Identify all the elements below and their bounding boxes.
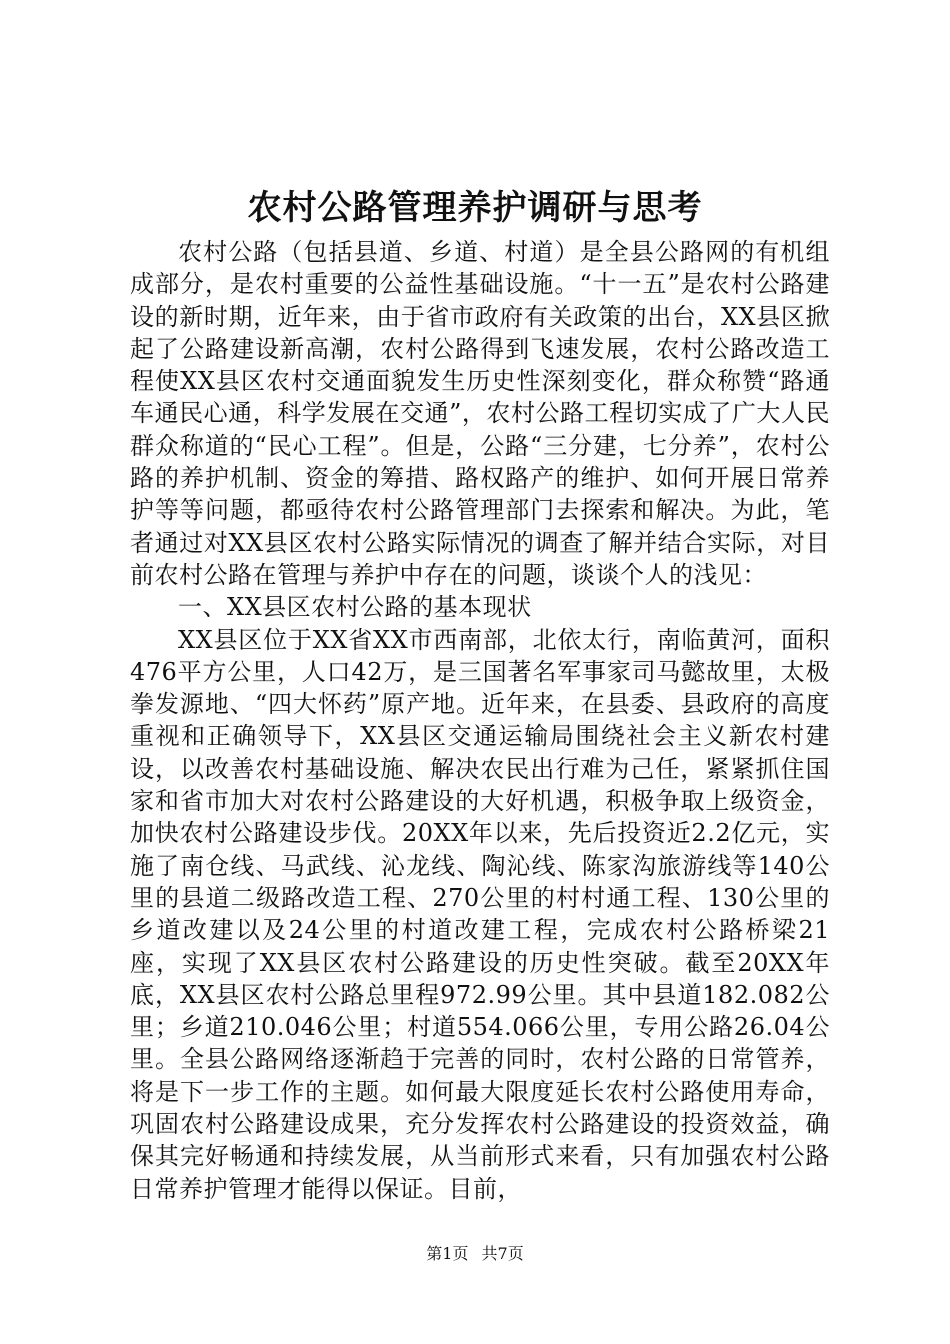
section-heading: 一、XX县区农村公路的基本现状 bbox=[178, 593, 532, 622]
page-footer bbox=[0, 1243, 950, 1265]
document-body bbox=[130, 236, 830, 1205]
paragraph-status: XX县区位于XX省XX市西南部，北依太行，南临黄河，面积476平方公里，人口42万，是三国著名军事家司马懿故里，太极拳发源地、“四大怀药”原产地。近年来，在县委、县政府的高度重视和正确领导下，XX县区交通运输局围绕社会主义新农村建设，以改善农村基础设施、解决农民出行难为己任，紧紧抓住国家和省市加大对农村公路建设的大好机遇，积极争取上级资金，加快农村公路建设步伐。20XX年以来，先后投资近2.2亿元，实施了南仓线、马武线、沁龙线、陶沁线、陈家沟旅游线等140公里的县道二级路改造工程、270公里的村村通工程、130公里的乡道改建以及24公里的村道改建工程，完成农村公路桥梁21座，实现了XX县区农村公路建设的历史性突破。截至20XX年底，XX县区农村公路总里程972.99公里。其中县道182.082公里；乡道210.046公里；村道554.066公里，专用公路26.04公里。全县公路网络逐渐趋于完善的同时，农村公路的日常管养，将是下一步工作的主题。如何最大限度延长农村公路使用寿命，巩固农村公路建设成果，充分发挥农村公路建设的投资效益，确保其完好畅通和持续发展，从当前形式来看，只有加强农村公路日常养护管理才能得以保证。目前， bbox=[130, 625, 830, 1203]
document-title: 农村公路管理养护调研与思考 bbox=[247, 188, 703, 228]
page-number: 第1页 bbox=[426, 1244, 469, 1263]
paragraph-intro: 农村公路（包括县道、乡道、村道）是全县公路网的有机组成部分，是农村重要的公益性基础设施。“十一五”是农村公路建设的新时期，近年来，由于省市政府有关政策的出台，XX县区掀起了公路建设新高潮，农村公路得到飞速发展，农村公路改造工程使XX县区农村交通面貌发生历史性深刻变化，群众称赞“路通车通民心通，科学发展在交通”，农村公路工程切实成了广大人民群众称道的“民心工程”。但是，公路“三分建，七分养”，农村公路的养护机制、资金的筹措、路权路产的维护、如何开展日常养护等等问题，都亟待农村公路管理部门去探索和解决。为此，笔者通过对XX县区农村公路实际情况的调查了解并结合实际，对目前农村公路在管理与养护中存在的问题，谈谈个人的浅见： bbox=[130, 238, 830, 589]
page-total: 共7页 bbox=[481, 1244, 524, 1263]
